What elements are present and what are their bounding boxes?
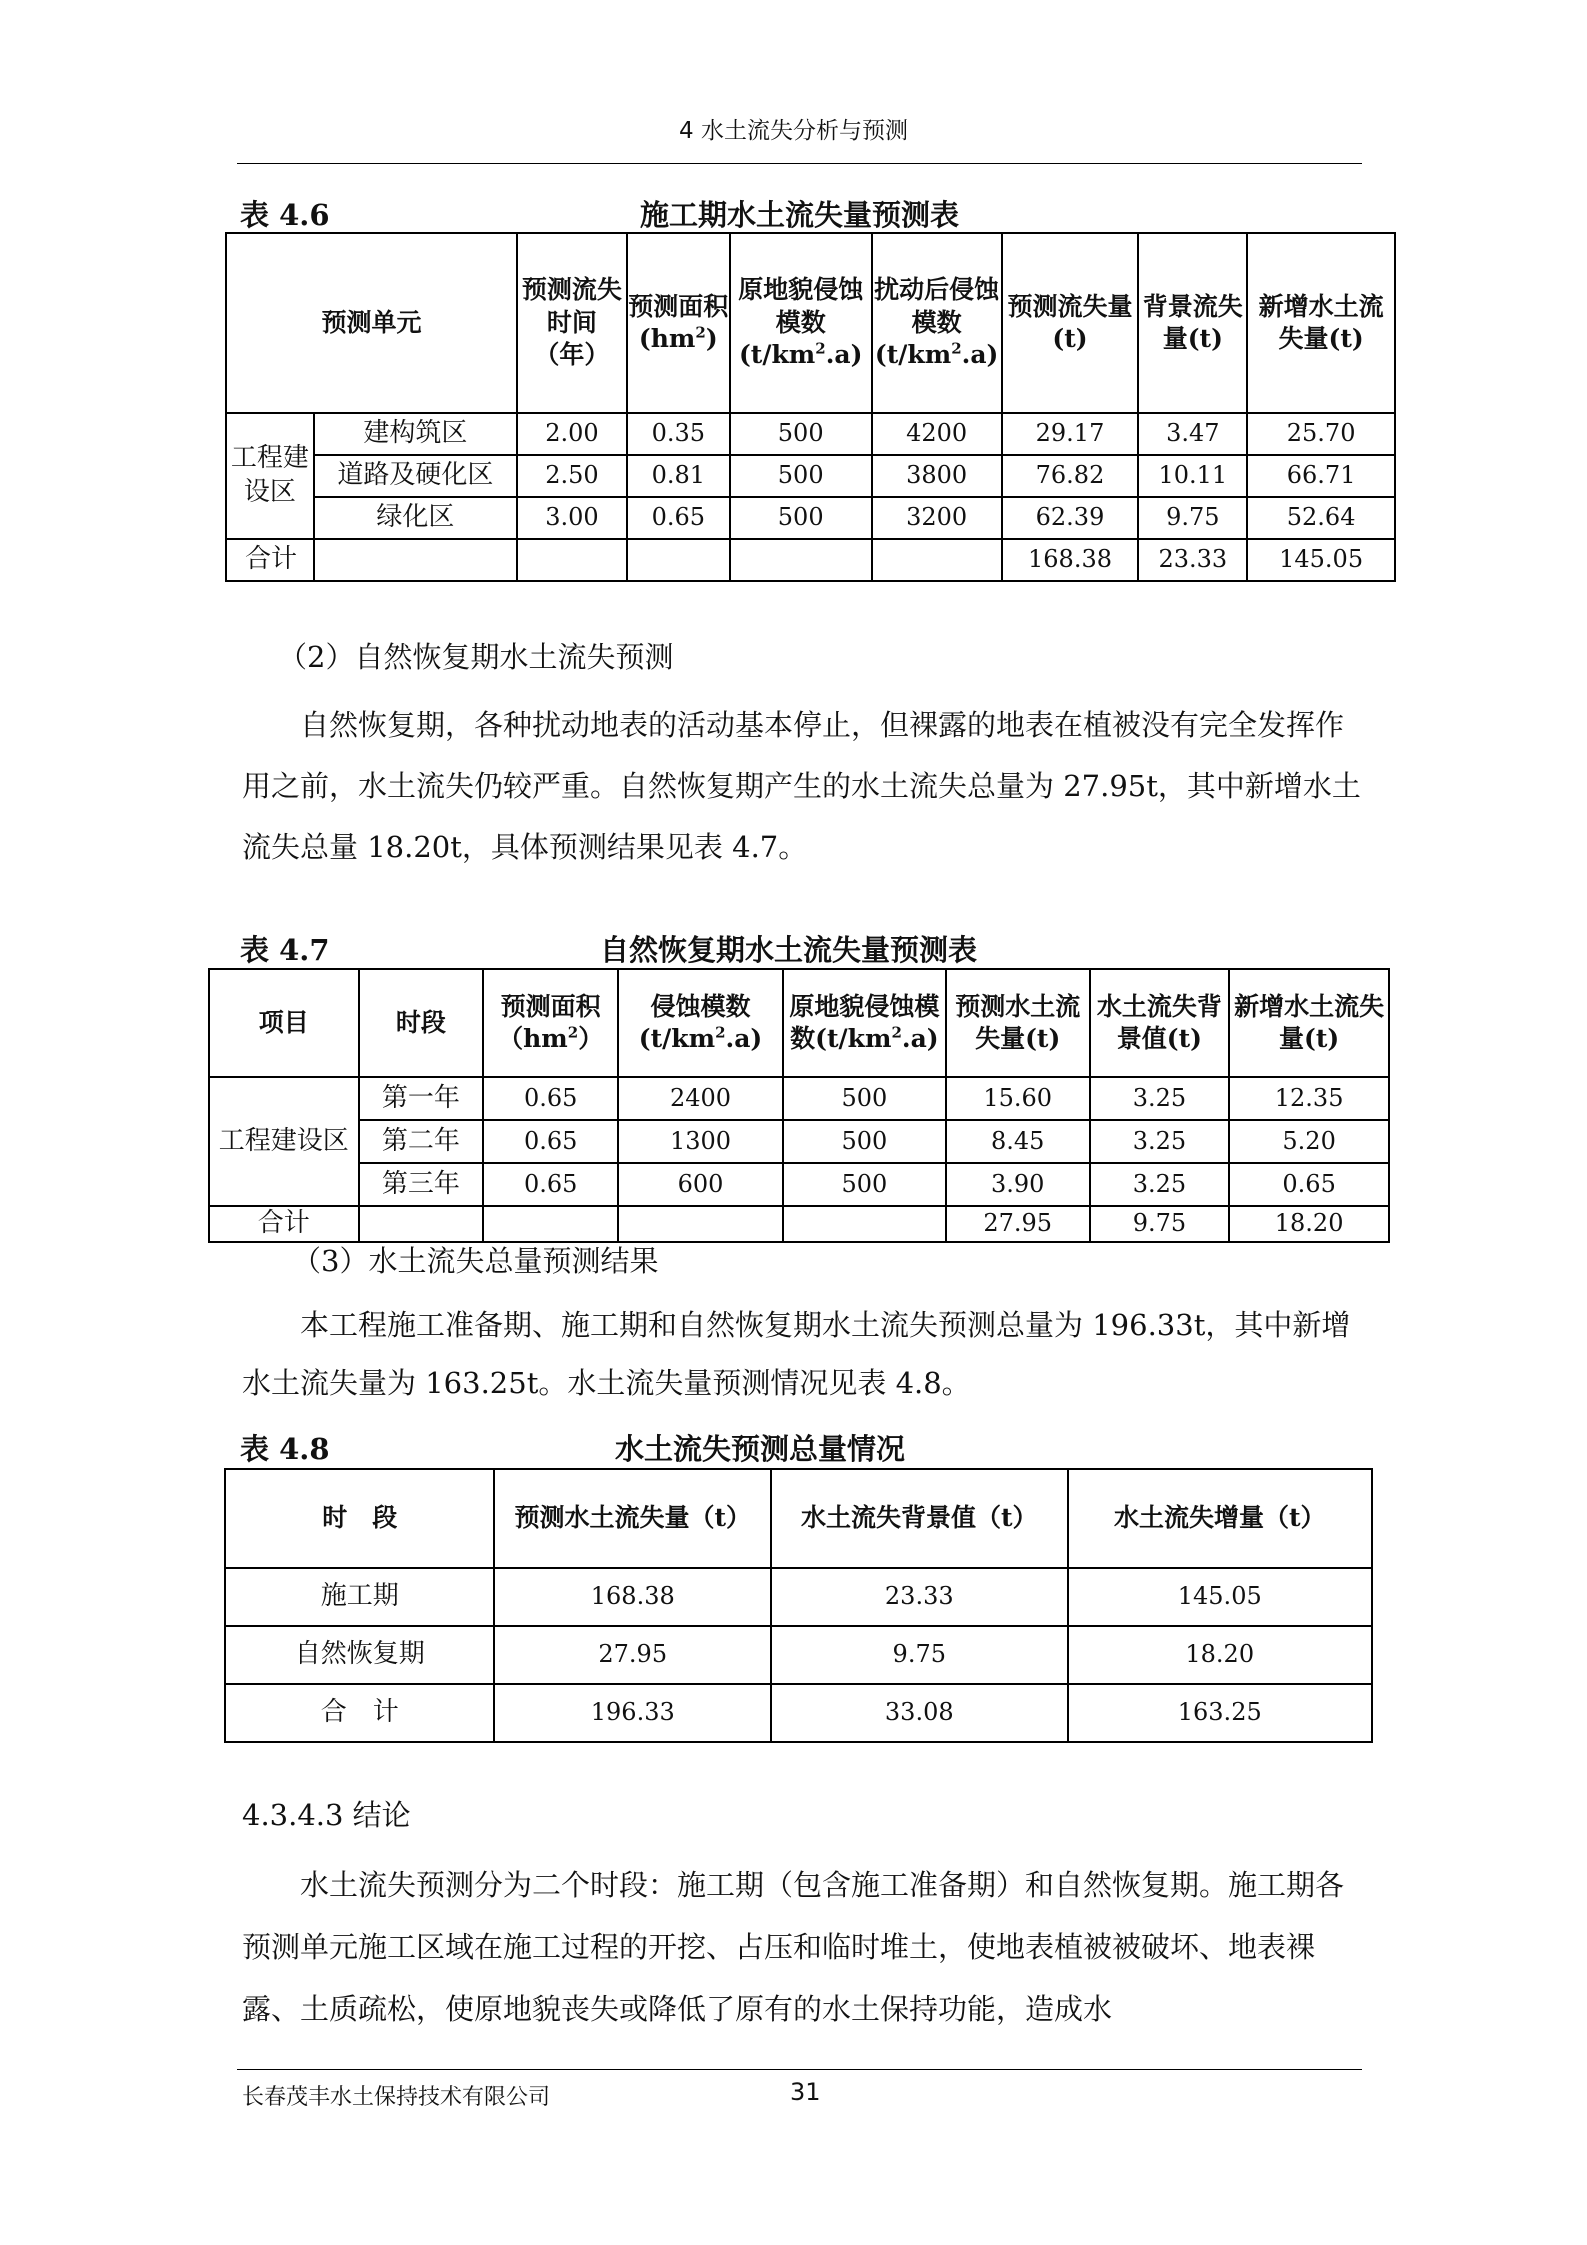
cell: 0.35 [627, 413, 730, 455]
table-4-8-label: 表 4.8 [240, 1432, 330, 1466]
cell: 23.33 [1138, 539, 1247, 581]
table-4-8-title: 水土流失预测总量情况 [615, 1432, 906, 1466]
cell: 3.25 [1090, 1163, 1230, 1206]
header-background-loss: 背景流失量(t) [1138, 233, 1247, 413]
cell [483, 1206, 618, 1242]
cell: 18.20 [1068, 1626, 1373, 1684]
cell: 145.05 [1247, 539, 1395, 581]
cell: 10.11 [1138, 455, 1247, 497]
header-disturbed-modulus: 扰动后侵蚀模数$(t/km^2.a)$ [872, 233, 1002, 413]
cell: 2400 [618, 1077, 783, 1120]
cell: 500 [730, 497, 872, 539]
cell: 3.47 [1138, 413, 1247, 455]
cell: 52.64 [1247, 497, 1395, 539]
section-heading: 4.3.4.3 结论 [242, 1798, 411, 1832]
page-number: 31 [790, 2078, 821, 2106]
cell: 9.75 [1138, 497, 1247, 539]
cell: 196.33 [494, 1684, 771, 1742]
header-original-modulus: 原地貌侵蚀模数$(t/km^2.a)$ [783, 969, 946, 1077]
cell: 27.95 [946, 1206, 1090, 1242]
cell: 0.65 [483, 1120, 618, 1163]
table-4-6 [225, 232, 1396, 582]
cell: 0.81 [627, 455, 730, 497]
cell: 27.95 [494, 1626, 771, 1684]
table-row [226, 413, 1395, 455]
cell [618, 1206, 783, 1242]
cell: 3.00 [517, 497, 627, 539]
table-4-7-label: 表 4.7 [240, 933, 330, 967]
cell: 500 [783, 1163, 946, 1206]
cell: 3.25 [1090, 1120, 1230, 1163]
header-original-modulus: 原地貌侵蚀模数$(t/km^2.a)$ [730, 233, 872, 413]
header-time: 预测流失时间（年） [517, 233, 627, 413]
header-period: 时 段 [225, 1469, 494, 1568]
table-row [209, 1077, 1389, 1120]
cell: 0.65 [1229, 1163, 1389, 1206]
total-row [226, 539, 1395, 581]
cell: 23.33 [771, 1568, 1067, 1626]
cell: 12.35 [1229, 1077, 1389, 1120]
table-4-7-title: 自然恢复期水土流失量预测表 [600, 933, 978, 967]
cell: 168.38 [494, 1568, 771, 1626]
cell: 145.05 [1068, 1568, 1373, 1626]
cell: 3.90 [946, 1163, 1090, 1206]
cell [359, 1206, 484, 1242]
table-row [209, 1163, 1389, 1206]
table-row [225, 1568, 1372, 1626]
cell: 8.45 [946, 1120, 1090, 1163]
cell: 33.08 [771, 1684, 1067, 1742]
header-predicted-loss: 预测水土流失量（t） [494, 1469, 771, 1568]
cell: 0.65 [627, 497, 730, 539]
row-name: 道路及硬化区 [314, 455, 517, 497]
cell: 4200 [872, 413, 1002, 455]
header-area: 预测面积$(hm^2)$ [483, 969, 618, 1077]
cell [314, 539, 517, 581]
row-name: 绿化区 [314, 497, 517, 539]
table-row [226, 455, 1395, 497]
cell: 62.39 [1002, 497, 1139, 539]
header-erosion-modulus: 侵蚀模数$(t/km^2.a)$ [618, 969, 783, 1077]
paragraph: 本工程施工准备期、施工期和自然恢复期水土流失预测总量为 196.33t，其中新增水土流失量为 163.25t。水土流失量预测情况见表 4.8。 [242, 1308, 1351, 1400]
cell: 163.25 [1068, 1684, 1373, 1742]
cell: 500 [783, 1077, 946, 1120]
table-row [209, 1120, 1389, 1163]
table-4-6-label: 表 4.6 [240, 198, 330, 232]
cell: 3200 [872, 497, 1002, 539]
table-row [225, 1626, 1372, 1684]
cell: 600 [618, 1163, 783, 1206]
header-background-value: 水土流失背景值(t) [1090, 969, 1230, 1077]
cell: 500 [730, 413, 872, 455]
footer-rule [237, 2069, 1362, 2070]
cell: 18.20 [1229, 1206, 1389, 1242]
cell: 2.50 [517, 455, 627, 497]
header-unit: 预测单元 [226, 233, 517, 413]
total-label: 合计 [209, 1206, 359, 1242]
cell: 66.71 [1247, 455, 1395, 497]
row-period: 施工期 [225, 1568, 494, 1626]
cell: 0.65 [483, 1077, 618, 1120]
cell: 9.75 [771, 1626, 1067, 1684]
cell: 9.75 [1090, 1206, 1230, 1242]
header-area: 预测面积$(hm^2)$ [627, 233, 730, 413]
cell: 25.70 [1247, 413, 1395, 455]
table-4-8 [224, 1468, 1373, 1743]
row-period: 第一年 [359, 1077, 484, 1120]
row-period: 第三年 [359, 1163, 484, 1206]
total-label: 合计 [226, 539, 314, 581]
section-heading: （2）自然恢复期水土流失预测 [278, 640, 674, 674]
cell: 168.38 [1002, 539, 1139, 581]
table-row [225, 1684, 1372, 1742]
cell: 500 [730, 455, 872, 497]
row-name: 建构筑区 [314, 413, 517, 455]
running-header: 4 水土流失分析与预测 [679, 118, 908, 144]
header-predicted-loss: 预测水土流失量(t) [946, 969, 1090, 1077]
cell: 500 [783, 1120, 946, 1163]
cell: 29.17 [1002, 413, 1139, 455]
cell: 0.65 [483, 1163, 618, 1206]
header-item: 项目 [209, 969, 359, 1077]
table-4-6-title: 施工期水土流失量预测表 [640, 198, 960, 232]
header-background-value: 水土流失背景值（t） [771, 1469, 1067, 1568]
group-cell: 工程建设区 [226, 413, 314, 539]
table-4-7 [208, 968, 1390, 1243]
cell: 1300 [618, 1120, 783, 1163]
header-period: 时段 [359, 969, 484, 1077]
header-rule [237, 163, 1362, 164]
header-increment: 水土流失增量（t） [1068, 1469, 1373, 1568]
header-predicted-loss: 预测流失量(t) [1002, 233, 1139, 413]
row-period: 第二年 [359, 1120, 484, 1163]
cell [730, 539, 872, 581]
cell: 3.25 [1090, 1077, 1230, 1120]
group-cell: 工程建设区 [209, 1077, 359, 1206]
cell [517, 539, 627, 581]
section-heading: （3）水土流失总量预测结果 [292, 1244, 659, 1278]
table-row [226, 497, 1395, 539]
cell [872, 539, 1002, 581]
row-period: 合 计 [225, 1684, 494, 1742]
footer-company: 长春茂丰水土保持技术有限公司 [242, 2085, 551, 2110]
paragraph: 水土流失预测分为二个时段：施工期（包含施工准备期）和自然恢复期。施工期各预测单元施工区域在施工过程的开挖、占压和临时堆土，使地表植被被破坏、地表裸露、土质疏松，使原地貌丧失或降低了原有的水土保持功能，造成水 [242, 1868, 1345, 2026]
header-added-loss: 新增水土流失量(t) [1229, 969, 1389, 1077]
header-added-loss: 新增水土流失量(t) [1247, 233, 1395, 413]
cell: 2.00 [517, 413, 627, 455]
cell: 5.20 [1229, 1120, 1389, 1163]
cell: 3800 [872, 455, 1002, 497]
paragraph: 自然恢复期，各种扰动地表的活动基本停止，但裸露的地表在植被没有完全发挥作用之前，水土流失仍较严重。自然恢复期产生的水土流失总量为 27.95t，其中新增水土流失总量 18.20t，具体预测结果见表 4.7。 [242, 708, 1361, 864]
row-period: 自然恢复期 [225, 1626, 494, 1684]
cell [627, 539, 730, 581]
total-row [209, 1206, 1389, 1242]
cell: 76.82 [1002, 455, 1139, 497]
cell: 15.60 [946, 1077, 1090, 1120]
cell [783, 1206, 946, 1242]
